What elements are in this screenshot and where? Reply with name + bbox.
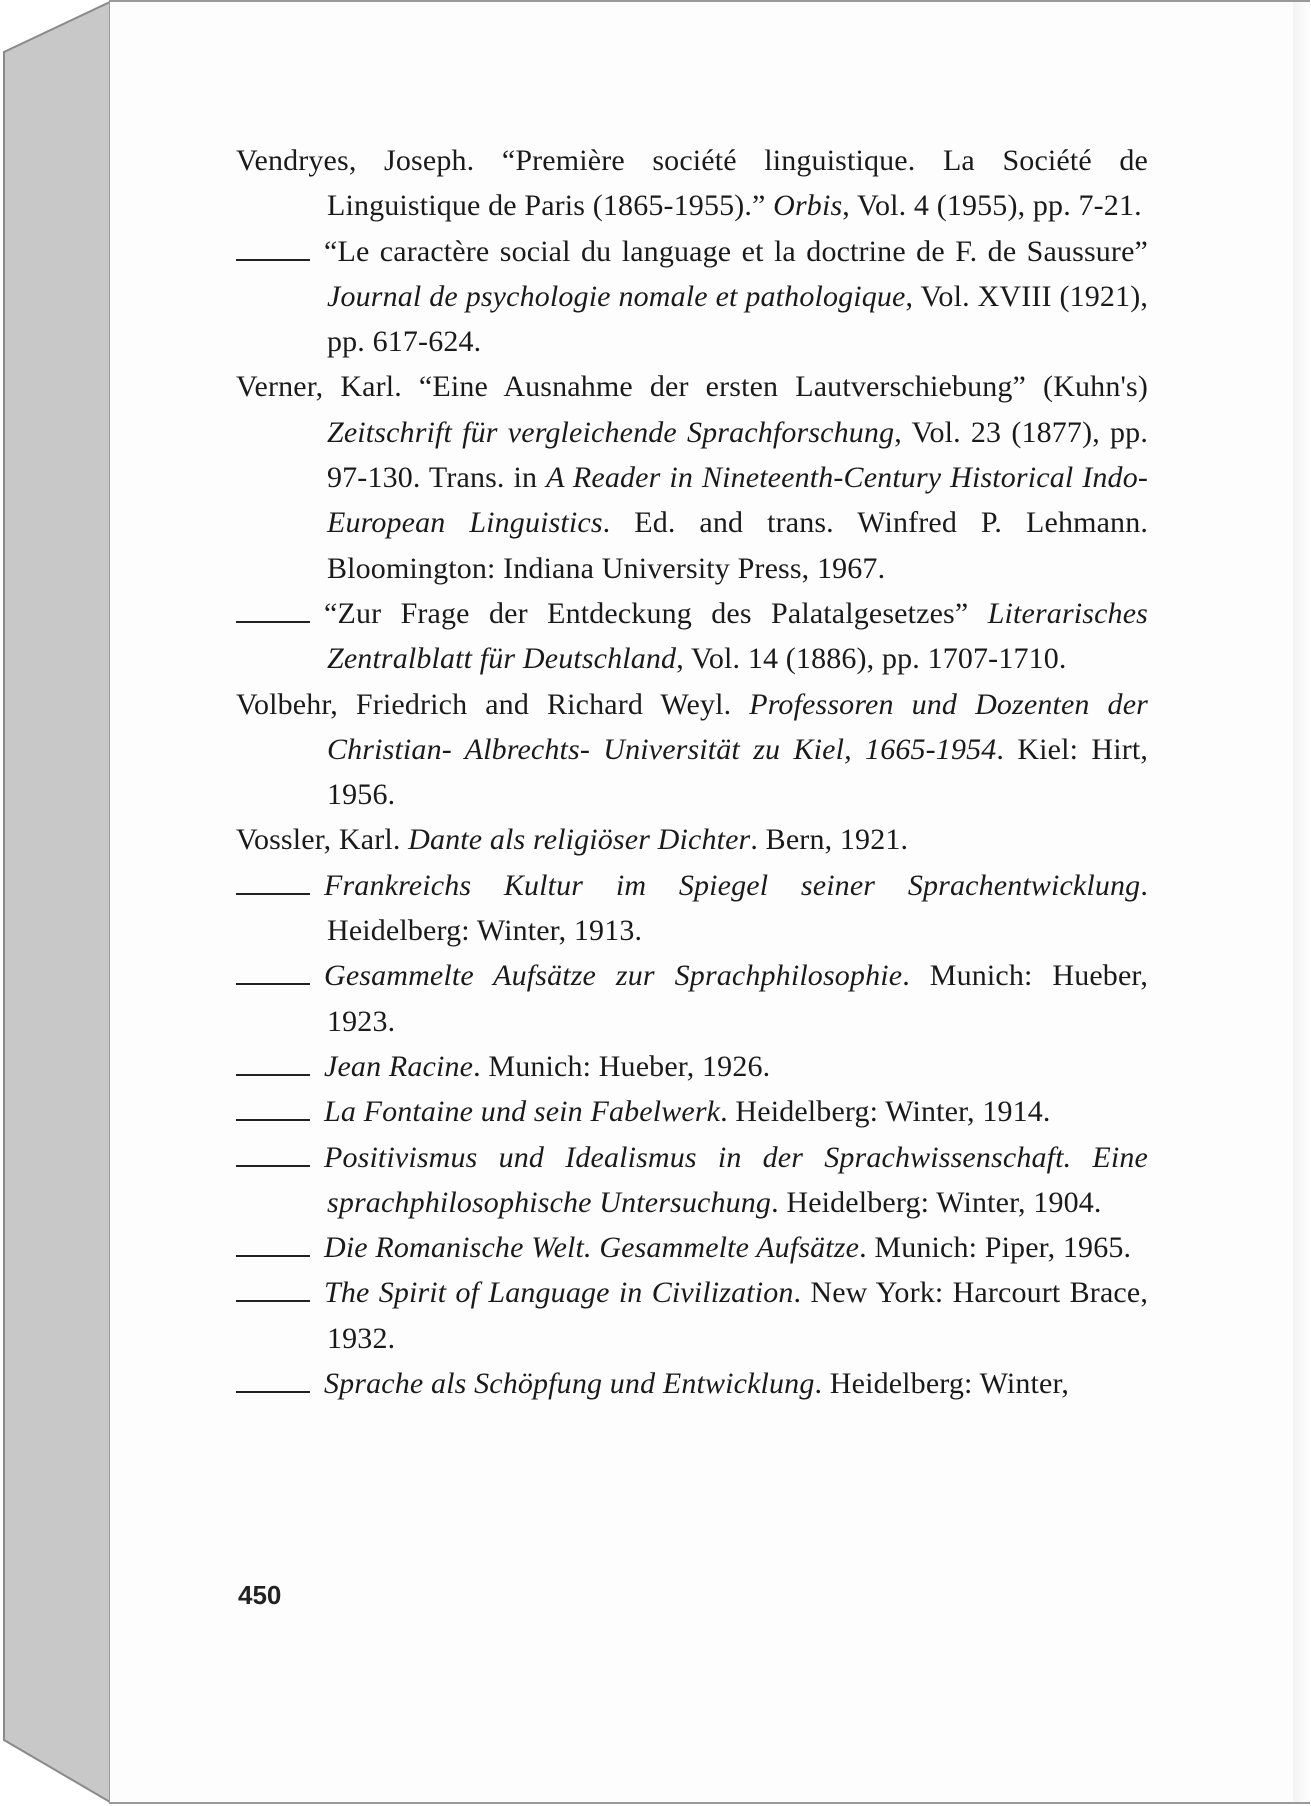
repeat-author-dash xyxy=(236,237,310,261)
entry-title-italic: Positivismus und Idealismus in der Sprachwissenschaft. Eine sprachphilosophische Untersuchung xyxy=(324,1140,1148,1219)
entry-text: . Heidelberg: Winter, 1914. xyxy=(720,1095,1051,1129)
entry-text: . Heidelberg: Winter, 1913. xyxy=(327,868,1148,948)
entry-author: Verner, Karl. xyxy=(236,370,402,404)
entry-text: . Munich: Piper, 1965. xyxy=(859,1231,1132,1265)
bibliography-entry xyxy=(236,229,1148,365)
bibliography-entry xyxy=(236,1135,1148,1226)
entry-text: . Heidelberg: Winter, 1904. xyxy=(771,1185,1102,1219)
entry-text: , Vol. XVIII (1921), pp. 617-624. xyxy=(327,279,1149,359)
entry-author: Vendryes, Joseph. xyxy=(236,144,475,177)
bibliography-entry xyxy=(236,817,1148,862)
entry-title-italic: Orbis xyxy=(773,189,843,223)
entry-text: , Vol. 4 (1955), pp. 7-21. xyxy=(842,189,1142,223)
entry-title-italic: Die Romanische Welt. Gesammelte Aufsätze xyxy=(324,1231,860,1265)
entry-author: Volbehr, Friedrich and Richard Weyl. xyxy=(236,687,732,721)
repeat-author-dash xyxy=(236,1278,310,1302)
spine-face xyxy=(4,2,110,1802)
entry-title-italic: Journal de psychologie nomale et pathologique xyxy=(327,279,906,313)
entry-title-italic: Sprache als Schöpfung und Entwicklung xyxy=(324,1367,815,1401)
entry-text: , Vol. 23 (1877), pp. 97-130. Trans. in xyxy=(327,415,1148,495)
entry-text: “Le caractère social du language et la doctrine de F. de Saussure” xyxy=(324,234,1148,268)
entry-title-italic: A Reader in Nineteenth-Century Historical Indo-European Linguistics xyxy=(327,461,1148,540)
bibliography-entry xyxy=(236,364,1148,590)
entry-title-italic: La Fontaine und sein Fabelwerk xyxy=(324,1095,721,1129)
page-number: 450 xyxy=(238,1580,282,1610)
page-edge-shadow xyxy=(1293,2,1311,1802)
entry-title-italic: Zeitschrift für vergleichende Sprachforschung xyxy=(327,415,895,449)
entry-title-italic: Jean Racine xyxy=(324,1049,474,1083)
entry-text: “Première société linguistique. La Société de Linguistique de Paris (1865-1955).” xyxy=(327,144,1148,223)
bibliography-entry xyxy=(236,953,1148,1044)
bibliography-entry xyxy=(236,138,1148,229)
repeat-author-dash xyxy=(236,961,310,985)
entry-title-italic: Dante als religiöser Dichter xyxy=(408,823,751,857)
bibliography-entry xyxy=(236,591,1148,682)
entry-text: “Zur Frage der Entdeckung des Palatalgesetzes” xyxy=(324,596,988,630)
bibliography-entry xyxy=(236,1270,1148,1361)
bibliography-entry xyxy=(236,1225,1148,1270)
entry-text: . Heidelberg: Winter, xyxy=(814,1367,1070,1401)
entry-text: . Munich: Hueber, 1926. xyxy=(473,1049,771,1083)
entry-text xyxy=(731,688,749,721)
repeat-author-dash xyxy=(236,1052,310,1076)
entry-text: . Munich: Hueber, 1923. xyxy=(327,959,1149,1038)
entry-text: . Ed. and trans. Winfred P. Lehmann. Bloomington: Indiana University Press, 1967. xyxy=(327,506,1148,585)
entry-title-italic: Professoren und Dozenten der Christian- Albrechts- Universität zu Kiel, 1665-1954 xyxy=(327,687,1148,766)
bibliography-entry xyxy=(236,1044,1148,1089)
repeat-author-dash xyxy=(236,871,310,895)
bibliography-entry xyxy=(236,863,1148,954)
entry-text xyxy=(401,823,409,856)
repeat-author-dash xyxy=(236,1369,310,1393)
bibliography-entry xyxy=(236,1361,1148,1406)
repeat-author-dash xyxy=(236,599,310,623)
bibliography-entry xyxy=(236,1089,1148,1134)
bibliography-entry xyxy=(236,682,1148,818)
bibliography-list xyxy=(236,138,1148,1406)
entry-title-italic: Literarisches Zentralblatt für Deutschland xyxy=(327,596,1148,676)
entry-author: Vossler, Karl. xyxy=(236,823,401,857)
entry-title-italic: Gesammelte Aufsätze zur Sprachphilosophie xyxy=(324,959,903,993)
repeat-author-dash xyxy=(236,1097,310,1121)
repeat-author-dash xyxy=(236,1233,310,1257)
entry-text: . New York: Harcourt Brace, 1932. xyxy=(327,1276,1148,1355)
entry-title-italic: The Spirit of Language in Civilization xyxy=(324,1276,794,1310)
entry-text: . Kiel: Hirt, 1956. xyxy=(327,732,1148,812)
entry-text: “Eine Ausnahme der ersten Lautverschiebung” (Kuhn's) xyxy=(401,370,1148,404)
entry-text: . Bern, 1921. xyxy=(750,823,909,857)
repeat-author-dash xyxy=(236,1143,310,1167)
entry-text: , Vol. 14 (1886), pp. 1707-1710. xyxy=(676,642,1067,676)
entry-title-italic: Frankreichs Kultur im Spiegel seiner Sprachentwicklung xyxy=(324,868,1141,902)
